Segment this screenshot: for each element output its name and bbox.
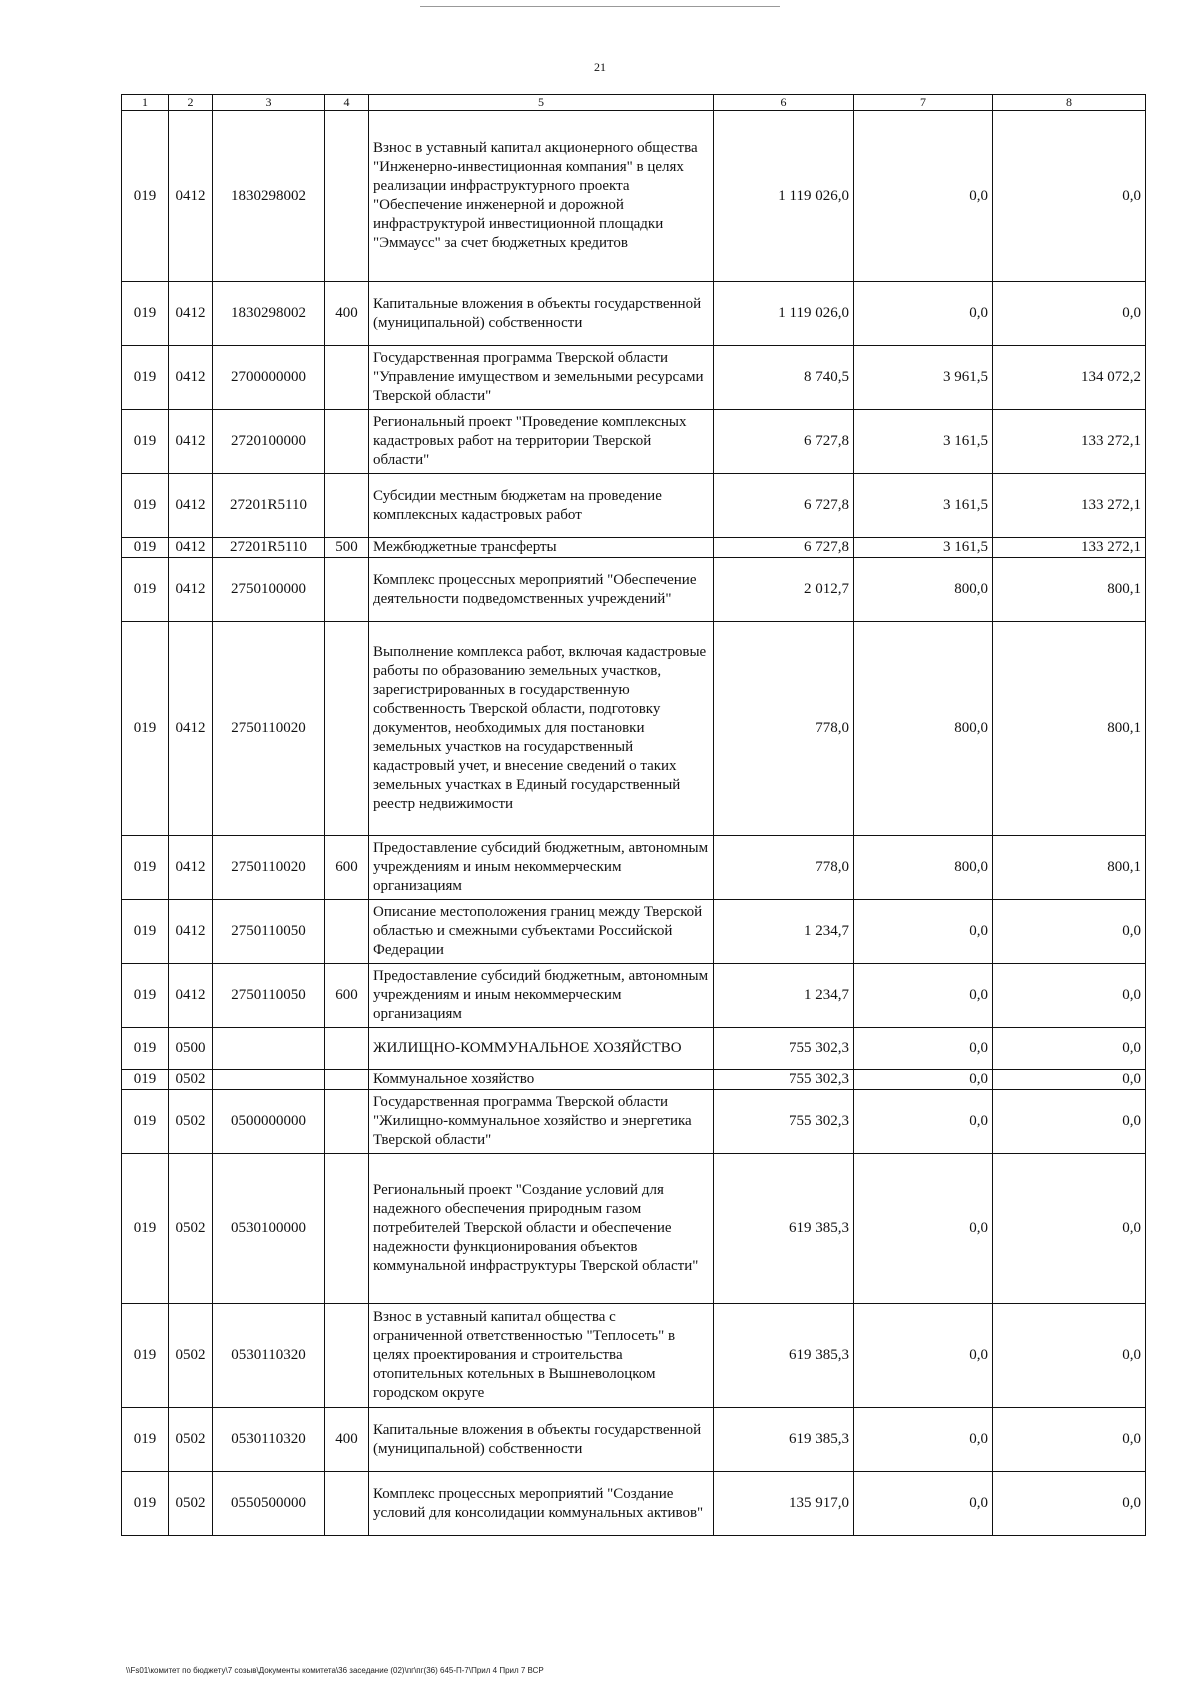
cell-section-code: 0412 [169, 346, 213, 410]
cell-target-article [213, 1070, 325, 1090]
cell-ministry-code: 019 [122, 1472, 169, 1536]
cell-target-article [213, 1028, 325, 1070]
cell-description: Взнос в уставный капитал акционерного общества "Инженерно-инвестиционная компания" в целях реализации инфраструктурного проекта "Обеспечение инженерной и дорожной инфраструктурой инвестиционной площадки "Эммаусс" за счет бюджетных кредитов [369, 111, 714, 282]
cell-amount-year-1: 1 234,7 [714, 964, 854, 1028]
cell-section-code: 0412 [169, 111, 213, 282]
cell-ministry-code: 019 [122, 538, 169, 558]
cell-target-article: 0550500000 [213, 1472, 325, 1536]
cell-section-code: 0412 [169, 964, 213, 1028]
cell-ministry-code: 019 [122, 1408, 169, 1472]
cell-target-article: 0530110320 [213, 1304, 325, 1408]
cell-section-code: 0502 [169, 1304, 213, 1408]
cell-expense-type: 400 [325, 1408, 369, 1472]
cell-expense-type [325, 1028, 369, 1070]
cell-amount-year-2: 0,0 [854, 1472, 993, 1536]
cell-expense-type [325, 622, 369, 836]
cell-amount-year-2: 3 161,5 [854, 474, 993, 538]
cell-description: Капитальные вложения в объекты государственной (муниципальной) собственности [369, 1408, 714, 1472]
cell-amount-year-2: 0,0 [854, 282, 993, 346]
cell-expense-type [325, 1472, 369, 1536]
cell-description: Комплекс процессных мероприятий "Обеспечение деятельности подведомственных учреждений" [369, 558, 714, 622]
cell-amount-year-2: 0,0 [854, 900, 993, 964]
cell-section-code: 0412 [169, 410, 213, 474]
cell-amount-year-2: 0,0 [854, 1154, 993, 1304]
column-header: 3 [213, 95, 325, 111]
cell-ministry-code: 019 [122, 836, 169, 900]
column-header: 7 [854, 95, 993, 111]
cell-description: Региональный проект "Создание условий для надежного обеспечения природным газом потребителей Тверской области и обеспечение надежности функционирования объектов коммунальной инфраструктуры Тверской области" [369, 1154, 714, 1304]
cell-amount-year-1: 619 385,3 [714, 1154, 854, 1304]
cell-amount-year-3: 0,0 [993, 111, 1146, 282]
column-header: 5 [369, 95, 714, 111]
cell-section-code: 0502 [169, 1070, 213, 1090]
cell-target-article: 1830298002 [213, 282, 325, 346]
cell-expense-type [325, 1304, 369, 1408]
cell-expense-type [325, 1154, 369, 1304]
column-header: 6 [714, 95, 854, 111]
cell-target-article: 2750110050 [213, 964, 325, 1028]
cell-description: Государственная программа Тверской области "Жилищно-коммунальное хозяйство и энергетика Тверской области" [369, 1090, 714, 1154]
cell-section-code: 0412 [169, 900, 213, 964]
cell-target-article: 0530100000 [213, 1154, 325, 1304]
cell-expense-type: 600 [325, 964, 369, 1028]
cell-amount-year-2: 0,0 [854, 1408, 993, 1472]
cell-amount-year-2: 3 161,5 [854, 410, 993, 474]
cell-description: Взнос в уставный капитал общества с ограниченной ответственностью "Теплосеть" в целях проектирования и строительства отопительных котельных в Вышневолоцком городском округе [369, 1304, 714, 1408]
cell-description: Комплекс процессных мероприятий "Создание условий для консолидации коммунальных активов" [369, 1472, 714, 1536]
cell-expense-type [325, 900, 369, 964]
cell-amount-year-2: 0,0 [854, 964, 993, 1028]
cell-amount-year-3: 800,1 [993, 622, 1146, 836]
cell-section-code: 0502 [169, 1090, 213, 1154]
cell-amount-year-3: 133 272,1 [993, 410, 1146, 474]
cell-amount-year-1: 1 234,7 [714, 900, 854, 964]
cell-section-code: 0412 [169, 538, 213, 558]
cell-ministry-code: 019 [122, 346, 169, 410]
cell-amount-year-2: 0,0 [854, 1070, 993, 1090]
cell-amount-year-3: 133 272,1 [993, 474, 1146, 538]
cell-expense-type [325, 558, 369, 622]
cell-description: Предоставление субсидий бюджетным, автономным учреждениям и иным некоммерческим организациям [369, 964, 714, 1028]
cell-amount-year-2: 800,0 [854, 558, 993, 622]
cell-amount-year-3: 0,0 [993, 1090, 1146, 1154]
cell-ministry-code: 019 [122, 1070, 169, 1090]
table-row [122, 1090, 1146, 1154]
table-row [122, 558, 1146, 622]
cell-expense-type [325, 474, 369, 538]
cell-description: Капитальные вложения в объекты государственной (муниципальной) собственности [369, 282, 714, 346]
table-row [122, 474, 1146, 538]
table-row [122, 964, 1146, 1028]
cell-amount-year-1: 619 385,3 [714, 1304, 854, 1408]
cell-amount-year-2: 800,0 [854, 622, 993, 836]
cell-amount-year-2: 0,0 [854, 1028, 993, 1070]
cell-target-article: 2750100000 [213, 558, 325, 622]
cell-amount-year-1: 1 119 026,0 [714, 111, 854, 282]
cell-amount-year-3: 0,0 [993, 1154, 1146, 1304]
cell-target-article: 27201R5110 [213, 474, 325, 538]
cell-target-article: 2720100000 [213, 410, 325, 474]
cell-ministry-code: 019 [122, 111, 169, 282]
cell-amount-year-3: 800,1 [993, 558, 1146, 622]
cell-amount-year-1: 2 012,7 [714, 558, 854, 622]
cell-amount-year-1: 6 727,8 [714, 410, 854, 474]
cell-target-article: 0530110320 [213, 1408, 325, 1472]
cell-expense-type [325, 1070, 369, 1090]
cell-target-article: 2750110020 [213, 622, 325, 836]
cell-amount-year-3: 134 072,2 [993, 346, 1146, 410]
cell-amount-year-2: 0,0 [854, 1090, 993, 1154]
cell-expense-type: 500 [325, 538, 369, 558]
cell-ministry-code: 019 [122, 1154, 169, 1304]
cell-description: ЖИЛИЩНО-КОММУНАЛЬНОЕ ХОЗЯЙСТВО [369, 1028, 714, 1070]
cell-section-code: 0502 [169, 1472, 213, 1536]
cell-ministry-code: 019 [122, 474, 169, 538]
table-row [122, 282, 1146, 346]
cell-amount-year-3: 0,0 [993, 964, 1146, 1028]
cell-amount-year-1: 619 385,3 [714, 1408, 854, 1472]
cell-expense-type: 400 [325, 282, 369, 346]
cell-amount-year-1: 8 740,5 [714, 346, 854, 410]
cell-amount-year-2: 0,0 [854, 1304, 993, 1408]
cell-amount-year-1: 6 727,8 [714, 474, 854, 538]
table-row [122, 410, 1146, 474]
cell-target-article: 27201R5110 [213, 538, 325, 558]
column-header: 1 [122, 95, 169, 111]
cell-section-code: 0412 [169, 622, 213, 836]
cell-amount-year-1: 778,0 [714, 622, 854, 836]
cell-ministry-code: 019 [122, 964, 169, 1028]
cell-target-article: 1830298002 [213, 111, 325, 282]
cell-description: Предоставление субсидий бюджетным, автономным учреждениям и иным некоммерческим организациям [369, 836, 714, 900]
cell-target-article: 2750110020 [213, 836, 325, 900]
column-header: 2 [169, 95, 213, 111]
cell-target-article: 2700000000 [213, 346, 325, 410]
cell-amount-year-2: 800,0 [854, 836, 993, 900]
table-row [122, 900, 1146, 964]
cell-section-code: 0412 [169, 836, 213, 900]
cell-amount-year-1: 6 727,8 [714, 538, 854, 558]
scan-top-line [420, 6, 780, 7]
table-row [122, 111, 1146, 282]
cell-expense-type [325, 1090, 369, 1154]
cell-section-code: 0412 [169, 558, 213, 622]
table-row [122, 1028, 1146, 1070]
cell-target-article: 2750110050 [213, 900, 325, 964]
cell-expense-type [325, 111, 369, 282]
file-path-footer: \\Fs01\комитет по бюджету\7 созыв\Документы комитета\36 заседание (02)\пг\пг(36) 645-П-7\Прил 4 Прил 7 ВСР [126, 1666, 544, 1675]
page-number: 21 [594, 60, 606, 74]
cell-amount-year-3: 0,0 [993, 900, 1146, 964]
cell-amount-year-1: 778,0 [714, 836, 854, 900]
budget-table [121, 94, 1146, 1536]
cell-section-code: 0502 [169, 1408, 213, 1472]
cell-amount-year-3: 0,0 [993, 1408, 1146, 1472]
cell-description: Государственная программа Тверской области "Управление имуществом и земельными ресурсами Тверской области" [369, 346, 714, 410]
cell-amount-year-3: 800,1 [993, 836, 1146, 900]
cell-ministry-code: 019 [122, 558, 169, 622]
table-row [122, 1304, 1146, 1408]
cell-amount-year-1: 755 302,3 [714, 1090, 854, 1154]
table-row [122, 346, 1146, 410]
cell-expense-type [325, 346, 369, 410]
cell-description: Субсидии местным бюджетам на проведение комплексных кадастровых работ [369, 474, 714, 538]
table-row [122, 1070, 1146, 1090]
cell-amount-year-3: 0,0 [993, 1472, 1146, 1536]
cell-section-code: 0502 [169, 1154, 213, 1304]
cell-amount-year-3: 0,0 [993, 282, 1146, 346]
cell-ministry-code: 019 [122, 282, 169, 346]
cell-description: Выполнение комплекса работ, включая кадастровые работы по образованию земельных участков, зарегистрированных в государственную собственность Тверской области, подготовку документов, необходимых для постановки земельных участков на государственный кадастровый учет, и внесение сведений о таких земельных участках в Единый государственный реестр недвижимости [369, 622, 714, 836]
table-row [122, 622, 1146, 836]
cell-ministry-code: 019 [122, 900, 169, 964]
cell-amount-year-1: 755 302,3 [714, 1028, 854, 1070]
cell-expense-type [325, 410, 369, 474]
cell-amount-year-2: 0,0 [854, 111, 993, 282]
cell-amount-year-1: 135 917,0 [714, 1472, 854, 1536]
cell-ministry-code: 019 [122, 1090, 169, 1154]
cell-amount-year-3: 0,0 [993, 1070, 1146, 1090]
cell-ministry-code: 019 [122, 1028, 169, 1070]
cell-amount-year-2: 3 161,5 [854, 538, 993, 558]
cell-description: Коммунальное хозяйство [369, 1070, 714, 1090]
column-number-row [122, 95, 1146, 111]
cell-ministry-code: 019 [122, 410, 169, 474]
cell-target-article: 0500000000 [213, 1090, 325, 1154]
cell-amount-year-3: 0,0 [993, 1304, 1146, 1408]
cell-section-code: 0412 [169, 474, 213, 538]
table-row [122, 1154, 1146, 1304]
cell-description: Описание местоположения границ между Тверской областью и смежными субъектами Российской Федерации [369, 900, 714, 964]
cell-section-code: 0412 [169, 282, 213, 346]
cell-amount-year-1: 1 119 026,0 [714, 282, 854, 346]
cell-expense-type: 600 [325, 836, 369, 900]
cell-amount-year-2: 3 961,5 [854, 346, 993, 410]
table-row [122, 538, 1146, 558]
cell-description: Межбюджетные трансферты [369, 538, 714, 558]
cell-amount-year-1: 755 302,3 [714, 1070, 854, 1090]
column-header: 8 [993, 95, 1146, 111]
table-row [122, 1408, 1146, 1472]
cell-ministry-code: 019 [122, 622, 169, 836]
table-row [122, 1472, 1146, 1536]
cell-ministry-code: 019 [122, 1304, 169, 1408]
cell-section-code: 0500 [169, 1028, 213, 1070]
cell-amount-year-3: 133 272,1 [993, 538, 1146, 558]
cell-amount-year-3: 0,0 [993, 1028, 1146, 1070]
cell-description: Региональный проект "Проведение комплексных кадастровых работ на территории Тверской области" [369, 410, 714, 474]
column-header: 4 [325, 95, 369, 111]
table-row [122, 836, 1146, 900]
